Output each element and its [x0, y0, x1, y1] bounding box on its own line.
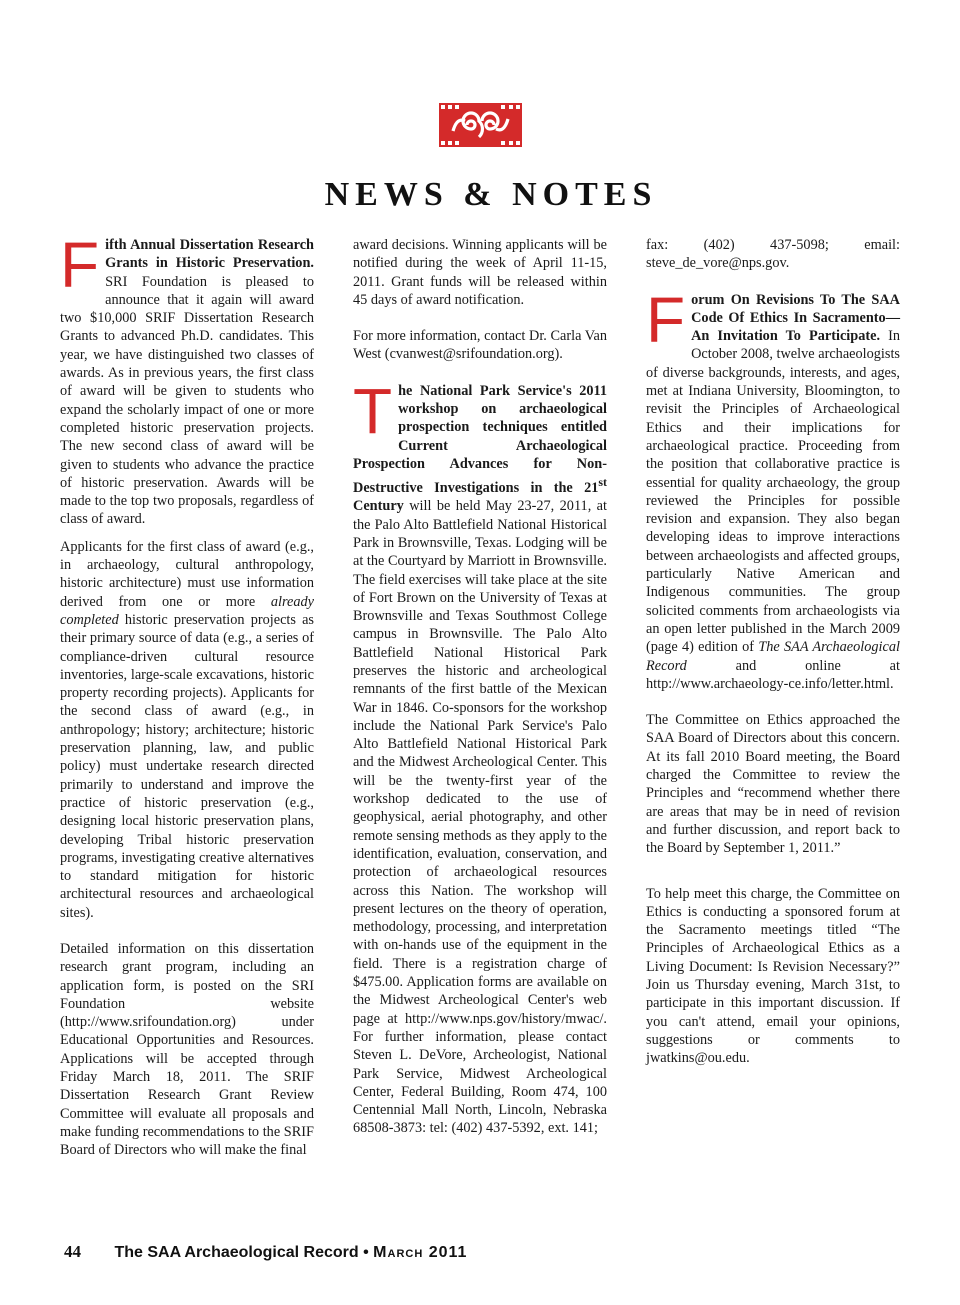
paragraph: To help meet this charge, the Committee on Ethics is conducting a sponsored forum at the Sacramento meetings titled “The Principles of Archaeological Ethics as a Living Document: Is Revision Necessary?” Join us Thursday evening, March 31st, to participate in this important discussion. If you can't attend, email your opinions, suggestions or comments to jwatkins@ou.edu. [646, 885, 900, 1067]
footer-separator: • [363, 1244, 369, 1261]
publication-name: The SAA Archaeological Record [114, 1244, 359, 1261]
issue-date: March 2011 [373, 1244, 468, 1261]
page-number: 44 [64, 1242, 81, 1261]
drop-cap: F [60, 229, 100, 301]
article-intro [353, 382, 607, 1152]
article-intro: F orum On Revisions To The SAA Code Of Ethics In Sacramento—An Invitation To Participate. In October 2008, twelve archaeologists of diverse backgrounds, interests, and ages, met at Indiana University, Bloomington, to revisit the Principles of Archaeological Ethics and their implications for archaeological practice. Proceeding from the position that collaborative practice is essential for quality archaeology, the group reviewed the Principles for possible revision and expansion. They also began developing ideas to improve interactions between archaeologists and affected groups, particularly Native American and Indigenous communities. The group solicited comments from archaeologists via an open letter published in the March 2009 (page 4) edition of The SAA Archaeological Record and online at http://www.archaeology-ce.info/letter.html. [646, 283, 900, 692]
paragraph: Detailed information on this dissertation research grant program, including an application form, is posted on the SRI Foundation website (http://www.srifoundation.org) under Educational Opportunities and Resources. Applications will be accepted through Friday March 18, 2011. The SRIF Dissertation Research Grant Review Committee will evaluate all proposals and make funding recommendations to the SRIF Board of Directors who will make the final [60, 940, 314, 1158]
drop-cap: T [353, 381, 393, 447]
spiral-logo-icon [439, 103, 522, 147]
paragraph: The Committee on Ethics approached the SAA Board of Directors about this concern. At its fall 2010 Board meeting, the Board charged the Committee to review the Principles and “recommend whether there are areas that may be in need of revision and further discussion, and report back to the Board by September 1, 2011.” [646, 712, 900, 857]
article-headline: ifth Annual Dissertation Research Grants in Historic Preservation. [105, 237, 314, 272]
article-intro [60, 229, 314, 529]
column-1 [60, 229, 314, 1167]
article-headline: orum On Revisions To The SAA Code Of Ethics In Sacramento—An Invitation To Participate. [691, 291, 900, 345]
drop-cap: F [646, 283, 686, 356]
paragraph-continued: award decisions. Winning applicants will be notified during the week of April 11-15, 2011. Grant funds will be released within 45 days of award notification. [353, 237, 607, 308]
page-title: NEWS & NOTES [324, 176, 658, 213]
article-headline: he National Park Service's 2011 workshop on archaeological prospection techniques entitled Current Archaeological Prospection Advances for Non-Destructive Investigations in the 21st Century [353, 382, 607, 515]
paragraph: will be held May 23-27, 2011, at the Palo Alto Battlefield National Historical Park in Brownsville, Texas. Lodging will be at the Courtyard by Marriott in Brownsville. The field exercises will take place at the site of Fort Brown on the University of Texas at Brownsville and Texas Southmost College campus in Brownsville. The Palo Alto Battlefield National Historical Park preserves the historic and archeological remnants of the first battle of the Mexican War in 1846. Co-sponsors for the workshop include the National Park Service's Palo Alto Battlefield National Historical Park and the Midwest Archeological Center. This will be the twenty-first year of the workshop dedicated to the use of geophysical, aerial photography, and other remote sensing methods as they apply to the identification, evaluation, conservation, and protection of archaeological resources across this Nation. The workshop will present lectures on the theory of operation, methodology, processing, and interpretation with on-hands use of the equipment in the field. There is a registration charge of $475.00. Application forms are available on the Midwest Archeological Center's web page at http://www.nps.gov/history/mwac/. For further information, please contact Steven L. DeVore, Archeologist, National Park Service, Midwest Archeological Center, Federal Building, Room 474, 100 Centennial Mall North, Lincoln, Nebraska 68508-3873: tel: (402) 437-5392, ext. 141; [353, 498, 607, 1137]
column-2 [353, 236, 607, 1161]
column-3 [646, 236, 900, 1076]
page-footer [64, 1242, 467, 1266]
paragraph: For more information, contact Dr. Carla Van West (cvanwest@srifoundation.org). [353, 328, 607, 363]
paragraph-continued: fax: (402) 437-5098; email: steve_de_vore@nps.gov. [646, 237, 900, 272]
paragraph: SRI Foundation is pleased to announce that it again will award two $10,000 SRIF Dissertation Research Grants to advanced Ph.D. candidates. This year, we have distinguished two classes of awards. As in previous years, the first class of award will be given to students who expand the scholarly impact of one or more completed historic preservation projects. The new second class of award will be given to students who advance the practice of historic preservation. Awards will be made to the top two proposals, regardless of class of award. [60, 273, 314, 528]
paragraph: Applicants for the first class of award (e.g., in archaeology, cultural anthropology, historic architecture) must use information derived from one or more already completed historic preservation projects as their primary source of data (e.g., a series of compliance-driven cultural resource inventories, large-scale excavations, historic property recording projects). Applicants for the second class of award (e.g., in anthropology; history; architecture; historic preservation planning, law, and public policy) must undertake research directed primarily to understand and improve the practice of historic preservation (e.g., designing local historic preservation plans, developing Tribal historic preservation programs, investigating creative alternatives to standard mitigation for historic architectural resources and archaeological sites). [60, 538, 314, 921]
